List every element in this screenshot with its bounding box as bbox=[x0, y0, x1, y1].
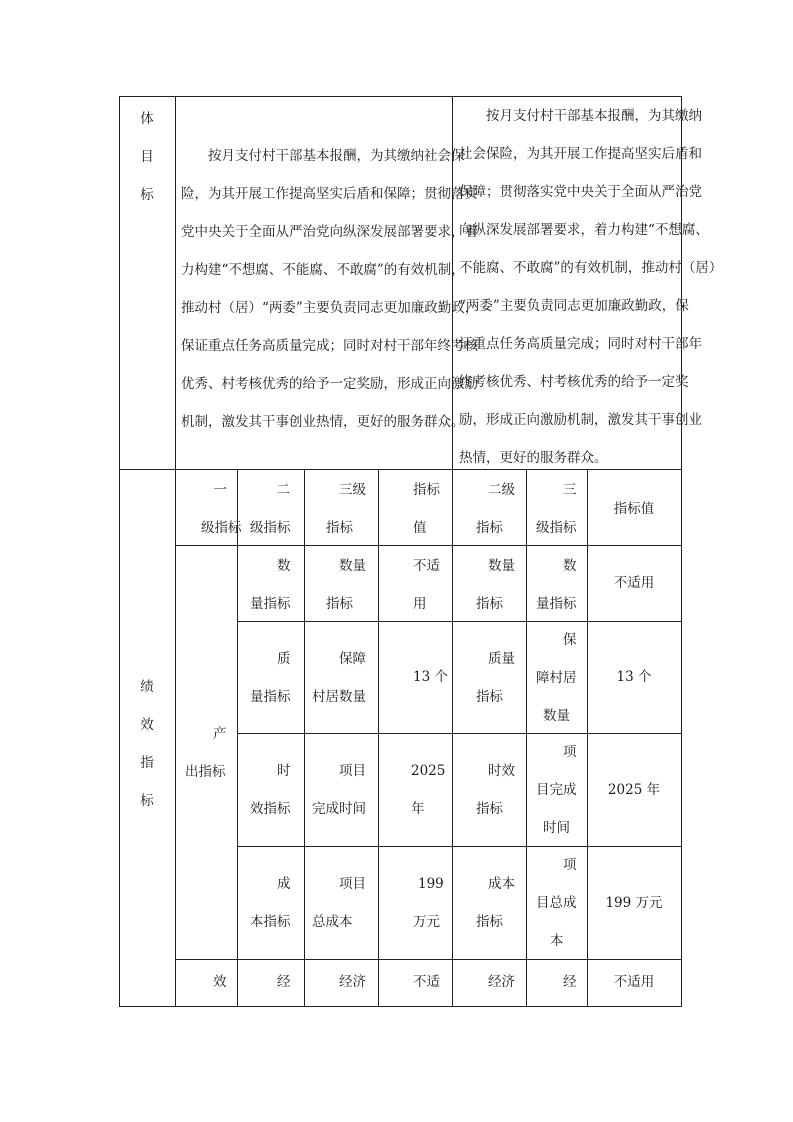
cell-text: 不适 bbox=[413, 558, 440, 574]
col-header-level2 bbox=[237, 471, 304, 547]
row-quality-value bbox=[378, 658, 452, 696]
cell-text: 效指标 bbox=[250, 801, 291, 817]
row-quality-rvalue bbox=[587, 658, 681, 696]
last-row-r2 bbox=[452, 963, 526, 1001]
last-row-l2 bbox=[237, 963, 304, 1001]
text-line: 按月支付村干部基本报酬，为其缴纳 bbox=[486, 108, 702, 124]
cell-text: 万元 bbox=[413, 914, 440, 930]
table-border bbox=[587, 469, 588, 1007]
row-cost-l3 bbox=[304, 865, 378, 941]
row-quality-l2 bbox=[237, 640, 304, 716]
row-quantity-r2 bbox=[452, 547, 526, 623]
cell-text: 保障 bbox=[339, 651, 366, 667]
cell-text: 指标 bbox=[476, 801, 503, 817]
cell-text: 时间 bbox=[543, 820, 570, 836]
col-header-level2-right bbox=[452, 471, 526, 547]
cell-text: 指标 bbox=[476, 914, 503, 930]
cell-text: 经济 bbox=[488, 974, 515, 990]
header-text: 级指标 bbox=[250, 520, 291, 536]
row-cost-l2 bbox=[237, 865, 304, 941]
cell-text: 总成本 bbox=[312, 914, 353, 930]
cell-text: 数量 bbox=[543, 708, 570, 724]
cell-text: 年 bbox=[411, 801, 425, 817]
row-quantity-l2 bbox=[237, 547, 304, 623]
last-row-l1 bbox=[175, 963, 237, 1001]
text-line: 力构建“不想腐、不能腐、不敢腐”的有效机制， bbox=[181, 262, 465, 278]
last-row-r3 bbox=[526, 963, 587, 1001]
header-text: 三级 bbox=[339, 482, 366, 498]
col-header-value-right bbox=[587, 490, 681, 528]
cell-text: 时 bbox=[277, 763, 291, 779]
cell-text: 199 万元 bbox=[605, 895, 663, 911]
cell-text: 产 bbox=[213, 726, 227, 742]
cell-text: 完成时间 bbox=[312, 801, 366, 817]
row-quality-r3 bbox=[526, 621, 587, 735]
text-line: 热情，更好的服务群众。 bbox=[459, 450, 608, 466]
text-line: 党中央关于全面从严治党向纵深发展部署要求，着 bbox=[181, 224, 478, 240]
cell-text: 项 bbox=[563, 857, 577, 873]
cell-text: 目总成 bbox=[536, 895, 577, 911]
row-quantity-value bbox=[378, 547, 452, 623]
header-text: 值 bbox=[413, 520, 427, 536]
row-timeliness-rvalue bbox=[587, 771, 681, 809]
row-timeliness-r2 bbox=[452, 752, 526, 828]
cell-text: 出指标 bbox=[185, 764, 226, 780]
cell-text: 成 bbox=[277, 876, 291, 892]
cell-text: 本指标 bbox=[250, 914, 291, 930]
cell-text: 经济 bbox=[339, 974, 366, 990]
row-cost-rvalue bbox=[587, 884, 681, 922]
cell-text: 不适 bbox=[413, 974, 440, 990]
row-quality-r2 bbox=[452, 640, 526, 716]
cell-text: 质量 bbox=[488, 651, 515, 667]
row-cost-r2 bbox=[452, 865, 526, 941]
row-quantity-r3 bbox=[526, 547, 587, 623]
level1-output bbox=[175, 715, 237, 791]
row-timeliness-l2 bbox=[237, 752, 304, 828]
cell-text: 项 bbox=[563, 744, 577, 760]
text-line: 优秀、村考核优秀的给予一定奖励，形成正向激励 bbox=[181, 376, 478, 392]
text-line: 证重点任务高质量完成；同时对村干部年 bbox=[459, 336, 702, 352]
cell-text: 数量 bbox=[339, 558, 366, 574]
header-text: 一 bbox=[213, 482, 227, 498]
cell-text: 经 bbox=[277, 974, 291, 990]
text-line: 保障；贯彻落实党中央关于全面从严治党 bbox=[459, 184, 702, 200]
goal-header-char: 标 bbox=[140, 187, 154, 203]
col-header-level3-right bbox=[526, 471, 587, 547]
cell-text: 不适用 bbox=[613, 974, 655, 990]
cell-text: 13 个 bbox=[413, 669, 448, 685]
cell-text: 199 bbox=[418, 876, 444, 892]
cell-text: 数 bbox=[563, 558, 577, 574]
cell-text: 2025 年 bbox=[607, 782, 661, 798]
last-row-rvalue bbox=[587, 963, 681, 1001]
cell-text: 村居数量 bbox=[312, 689, 366, 705]
goal-text-right bbox=[459, 97, 722, 477]
row-quality-l3 bbox=[304, 640, 378, 716]
goal-header bbox=[119, 100, 175, 214]
perf-header-char: 指 bbox=[140, 755, 154, 771]
row-cost-r3 bbox=[526, 846, 587, 960]
cell-text: 数量 bbox=[488, 558, 515, 574]
col-header-level1 bbox=[175, 471, 242, 547]
table-border bbox=[175, 959, 682, 960]
text-line: 励，形成正向激励机制，激发其干事创业 bbox=[459, 412, 702, 428]
text-line: 终考核优秀、村考核优秀的给予一定奖 bbox=[459, 374, 689, 390]
row-quantity-rvalue bbox=[587, 564, 681, 602]
text-line: 保证重点任务高质量完成；同时对村干部年终考核 bbox=[181, 338, 478, 354]
row-timeliness-value bbox=[378, 752, 452, 828]
last-row-value bbox=[378, 963, 452, 1001]
cell-text: 指标 bbox=[476, 596, 503, 612]
cell-text: 效 bbox=[213, 974, 227, 990]
cell-text: 用 bbox=[413, 596, 427, 612]
col-header-value bbox=[378, 471, 452, 547]
header-text: 指标值 bbox=[613, 501, 655, 517]
cell-text: 量指标 bbox=[250, 596, 291, 612]
cell-text: 数 bbox=[277, 558, 291, 574]
text-line: 机制，激发其干事创业热情，更好的服务群众。 bbox=[181, 414, 465, 430]
row-timeliness-l3 bbox=[304, 752, 378, 828]
cell-text: 保 bbox=[563, 632, 577, 648]
table-border bbox=[175, 96, 176, 1007]
cell-text: 经 bbox=[563, 974, 577, 990]
goal-header-char: 体 bbox=[140, 111, 154, 127]
cell-text: 2025 bbox=[411, 763, 446, 779]
header-text: 三 bbox=[563, 482, 577, 498]
cell-text: 指标 bbox=[326, 596, 353, 612]
row-quantity-l3 bbox=[304, 547, 378, 623]
last-row-l3 bbox=[304, 963, 378, 1001]
header-text: 二级 bbox=[488, 482, 515, 498]
cell-text: 质 bbox=[277, 651, 291, 667]
goal-text-left bbox=[181, 137, 478, 441]
row-cost-value bbox=[378, 865, 452, 941]
cell-text: 项目 bbox=[339, 763, 366, 779]
cell-text: 不适用 bbox=[613, 575, 655, 591]
perf-header bbox=[119, 668, 175, 820]
text-line: 不能腐、不敢腐”的有效机制，推动村（居） bbox=[459, 260, 723, 276]
text-line: “两委”主要负责同志更加廉政勤政，保 bbox=[459, 298, 689, 314]
header-text: 级指标 bbox=[536, 520, 577, 536]
cell-text: 障村居 bbox=[536, 670, 577, 686]
cell-text: 成本 bbox=[488, 876, 515, 892]
header-text: 指标 bbox=[476, 520, 503, 536]
cell-text: 目完成 bbox=[536, 782, 577, 798]
perf-header-char: 效 bbox=[140, 717, 154, 733]
text-line: 险，为其开展工作提高坚实后盾和保障；贯彻落实 bbox=[181, 186, 478, 202]
perf-header-char: 绩 bbox=[140, 679, 154, 695]
cell-text: 项目 bbox=[339, 876, 366, 892]
cell-text: 指标 bbox=[476, 689, 503, 705]
text-line: 推动村（居）“两委”主要负责同志更加廉政勤政， bbox=[181, 300, 479, 316]
cell-text: 量指标 bbox=[536, 596, 577, 612]
header-text: 指标 bbox=[413, 482, 440, 498]
text-line: 向纵深发展部署要求，着力构建“不想腐、 bbox=[459, 222, 709, 238]
table-border bbox=[119, 1006, 682, 1007]
row-timeliness-r3 bbox=[526, 733, 587, 847]
perf-header-char: 标 bbox=[140, 793, 154, 809]
text-line: 按月支付村干部基本报酬，为其缴纳社会保 bbox=[208, 148, 465, 164]
header-text: 二 bbox=[276, 482, 290, 498]
header-text: 级指标 bbox=[201, 520, 242, 536]
col-header-level3 bbox=[304, 471, 378, 547]
header-text: 指标 bbox=[326, 520, 353, 536]
table-border bbox=[119, 96, 120, 1007]
cell-text: 本 bbox=[550, 933, 564, 949]
text-line: 社会保险，为其开展工作提高坚实后盾和 bbox=[459, 146, 702, 162]
cell-text: 时效 bbox=[488, 763, 515, 779]
goal-header-char: 目 bbox=[140, 149, 154, 165]
cell-text: 量指标 bbox=[250, 689, 291, 705]
cell-text: 13 个 bbox=[616, 669, 652, 685]
